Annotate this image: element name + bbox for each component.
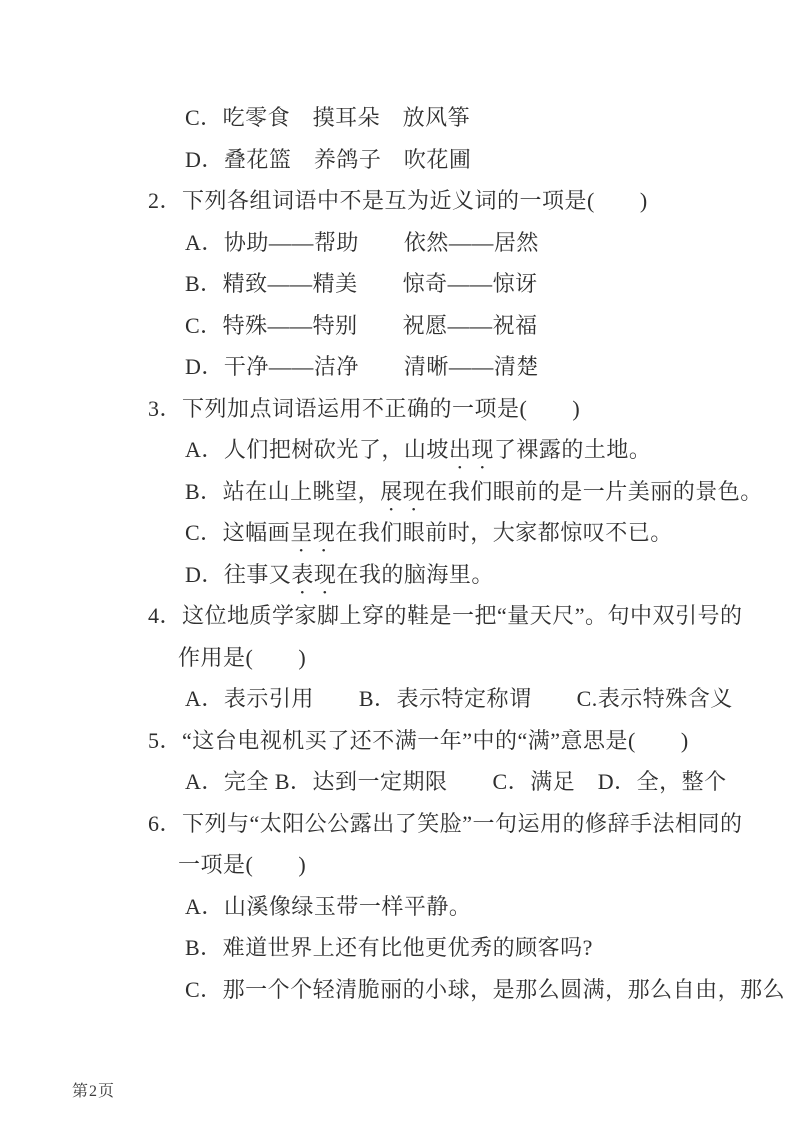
text-line: 2．下列各组词语中不是互为近义词的一项是( ) bbox=[148, 188, 648, 213]
emphasized-word: 出现 bbox=[448, 437, 494, 462]
text-line bbox=[148, 512, 718, 554]
line-segment: 在我们眼前的是一片美丽的景色。 bbox=[425, 478, 763, 504]
line-segment: B．站在山上眺望， bbox=[185, 478, 381, 504]
text-line: B．精致——精美 惊奇——惊讶 bbox=[185, 271, 538, 296]
text-line: 4．这位地质学家脚上穿的鞋是一把“量天尺”。句中双引号的 bbox=[148, 603, 743, 628]
emphasized-word: 呈现 bbox=[290, 520, 336, 545]
text-line: C．特殊——特别 祝愿——祝福 bbox=[185, 312, 538, 338]
line-segment: 了裸露的土地。 bbox=[493, 437, 652, 462]
text-line: A．表示引用 B．表示特定称谓 C.表示特殊含义 bbox=[185, 686, 733, 711]
text-line: D．叠花篮 养鸽子 吹花圃 bbox=[185, 146, 472, 172]
text-line bbox=[148, 554, 718, 596]
exam-body bbox=[148, 97, 786, 1010]
line-segment: 在我的脑海里。 bbox=[336, 561, 494, 587]
line-segment: D．往事又 bbox=[185, 561, 292, 587]
text-line: 一项是( ) bbox=[178, 852, 307, 877]
text-line: 5．“这台电视机买了还不满一年”中的“满”意思是( ) bbox=[148, 727, 689, 753]
text-line: 作用是( ) bbox=[178, 644, 307, 670]
text-line bbox=[148, 429, 718, 471]
text-line bbox=[148, 471, 763, 513]
page-number: 第2页 bbox=[72, 1083, 116, 1100]
text-line: A．协助——帮助 依然——居然 bbox=[185, 229, 539, 255]
text-line: C．那一个个轻清脆丽的小球，是那么圆满，那么自由，那么 bbox=[185, 976, 786, 1002]
emphasized-word: 表现 bbox=[291, 561, 337, 587]
line-segment: 在我们眼前时，大家都惊叹不已。 bbox=[335, 520, 673, 545]
emphasized-word: 展现 bbox=[380, 478, 426, 504]
text-line: 3．下列加点词语运用不正确的一项是( ) bbox=[148, 395, 581, 421]
text-line: A．山溪像绿玉带一样平静。 bbox=[185, 893, 472, 919]
text-line: B．难道世界上还有比他更优秀的顾客吗? bbox=[185, 935, 593, 960]
line-segment: C．这幅画 bbox=[185, 520, 291, 545]
line-segment: A．人们把树砍光了，山坡 bbox=[185, 437, 449, 462]
text-line: 6．下列与“太阳公公露出了笑脸”一句运用的修辞手法相同的 bbox=[148, 810, 743, 836]
text-line: C．吃零食 摸耳朵 放风筝 bbox=[185, 105, 471, 130]
text-line: D．干净——洁净 清晰——清楚 bbox=[185, 354, 539, 379]
text-line: A．完全 B．达到一定期限 C．满足 D．全，整个 bbox=[185, 769, 727, 794]
